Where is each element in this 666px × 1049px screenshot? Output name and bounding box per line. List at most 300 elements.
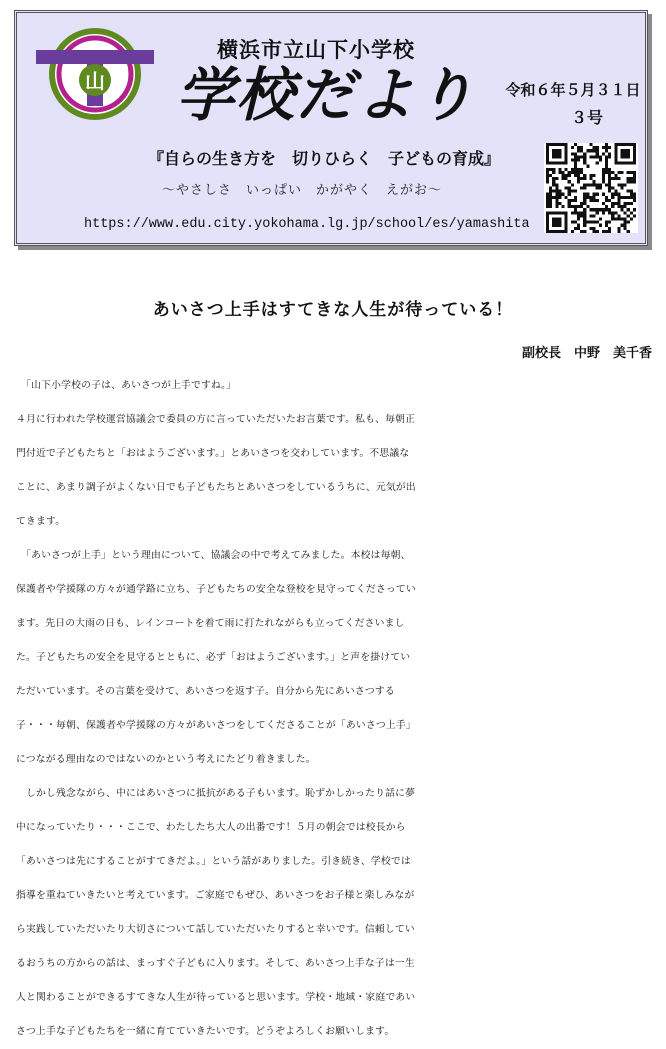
article-line: 人と関わることができるすてきな人生が待っていると思います。学校・地域・家庭であい	[16, 992, 416, 1003]
qr-module	[558, 196, 561, 199]
qr-module	[627, 221, 630, 224]
qr-module	[617, 193, 620, 196]
qr-module	[605, 155, 608, 158]
qr-module	[589, 177, 592, 180]
article-line: 「あいさつが上手」という理由について、協議会の中で考えてみました。本校は毎朝、	[16, 550, 411, 561]
article-line: ら実践していただいたり大切さについて話していただいたりすると幸いです。信頼してい	[16, 924, 415, 935]
qr-module	[565, 186, 568, 189]
qr-module	[602, 180, 605, 183]
qr-module	[571, 159, 574, 162]
qr-module	[574, 227, 577, 230]
article-line: るおうちの方からの話は、まっすぐ子どもに入ります。そして、あいさつ上手な子は一生	[16, 958, 415, 969]
qr-module	[596, 149, 599, 152]
qr-module	[596, 162, 599, 165]
qr-module	[568, 199, 571, 202]
qr-module	[549, 205, 552, 208]
qr-module	[593, 149, 596, 152]
qr-module	[630, 193, 633, 196]
qr-module	[630, 180, 633, 183]
qr-module	[605, 143, 608, 146]
qr-module	[583, 221, 586, 224]
qr-module	[574, 171, 577, 174]
qr-module	[580, 214, 583, 217]
qr-module	[580, 211, 583, 214]
qr-module	[599, 217, 602, 220]
qr-module	[555, 183, 558, 186]
article-title: あいさつ上手はすてきな人生が待っている！	[152, 300, 514, 320]
qr-module	[580, 171, 583, 174]
qr-module	[596, 199, 599, 202]
qr-module	[633, 196, 636, 199]
qr-module	[568, 180, 571, 183]
qr-module	[608, 146, 611, 149]
qr-module	[546, 171, 549, 174]
qr-module	[630, 171, 633, 174]
qr-module	[633, 193, 636, 196]
qr-module	[586, 205, 589, 208]
qr-module	[611, 171, 614, 174]
qr-module	[589, 199, 592, 202]
qr-module	[571, 199, 574, 202]
qr-module	[614, 174, 617, 177]
qr-module	[624, 183, 627, 186]
qr-module	[599, 186, 602, 189]
qr-module	[627, 214, 630, 217]
qr-module	[608, 211, 611, 214]
qr-module	[580, 186, 583, 189]
qr-module	[577, 211, 580, 214]
qr-module	[571, 230, 574, 233]
qr-module	[605, 159, 608, 162]
qr-module	[571, 171, 574, 174]
qr-module	[586, 183, 589, 186]
qr-module	[605, 165, 608, 168]
qr-module	[568, 171, 571, 174]
qr-module	[583, 199, 586, 202]
qr-module	[630, 211, 633, 214]
qr-module	[574, 205, 577, 208]
qr-module	[574, 208, 577, 211]
qr-module	[614, 202, 617, 205]
qr-module	[583, 214, 586, 217]
qr-module	[552, 177, 555, 180]
qr-module	[577, 217, 580, 220]
qr-module	[586, 221, 589, 224]
qr-module	[574, 211, 577, 214]
qr-module	[555, 186, 558, 189]
qr-module	[608, 199, 611, 202]
qr-module	[580, 155, 583, 158]
article-author: 副校長 中野 美千香	[521, 346, 652, 361]
qr-module	[562, 174, 565, 177]
qr-module	[577, 155, 580, 158]
qr-module	[586, 193, 589, 196]
qr-module	[574, 196, 577, 199]
qr-module	[574, 199, 577, 202]
qr-module	[624, 227, 627, 230]
school-website-url[interactable]: https://www.edu.city.yokohama.lg.jp/school/es/yamashita	[84, 217, 530, 232]
qr-module	[577, 149, 580, 152]
qr-module	[596, 193, 599, 196]
qr-module	[593, 180, 596, 183]
qr-module	[586, 165, 589, 168]
qr-module	[596, 208, 599, 211]
qr-module	[617, 217, 620, 220]
qr-module	[593, 214, 596, 217]
qr-module	[555, 199, 558, 202]
article-line: た。子どもたちの安全を見守るとともに、必ず「おはようございます。」と声を掛けてい	[16, 652, 411, 663]
qr-module	[608, 168, 611, 171]
qr-module	[602, 171, 605, 174]
qr-module	[583, 211, 586, 214]
qr-module	[571, 152, 574, 155]
qr-module	[611, 205, 614, 208]
qr-module	[589, 208, 592, 211]
qr-module	[546, 202, 549, 205]
qr-module	[546, 174, 549, 177]
qr-module	[589, 196, 592, 199]
qr-module	[583, 174, 586, 177]
qr-module	[571, 183, 574, 186]
qr-module	[571, 221, 574, 224]
qr-module	[549, 196, 552, 199]
qr-module	[593, 227, 596, 230]
qr-module	[611, 196, 614, 199]
qr-module	[602, 211, 605, 214]
qr-module	[633, 214, 636, 217]
qr-module	[617, 227, 620, 230]
qr-module	[620, 183, 623, 186]
qr-module	[555, 190, 558, 193]
qr-module	[599, 159, 602, 162]
qr-module	[596, 211, 599, 214]
article-line: 門付近で子どもたちと「おはようございます。」とあいさつを交わしています。不思議な	[16, 448, 410, 459]
qr-module	[562, 171, 565, 174]
qr-module	[605, 208, 608, 211]
article-line: さつ上手な子どもたちを一緒に育てていきたいです。どうぞよろしくお願いします。	[16, 1026, 395, 1037]
qr-module	[627, 230, 630, 233]
qr-module	[583, 152, 586, 155]
qr-module	[617, 196, 620, 199]
qr-module	[624, 224, 627, 227]
qr-module	[593, 183, 596, 186]
qr-module	[605, 196, 608, 199]
qr-module	[624, 217, 627, 220]
qr-module	[565, 168, 568, 171]
qr-module	[558, 168, 561, 171]
qr-module	[552, 168, 555, 171]
qr-module	[552, 196, 555, 199]
qr-module	[583, 224, 586, 227]
qr-module	[577, 214, 580, 217]
qr-module	[565, 196, 568, 199]
qr-module	[608, 190, 611, 193]
qr-module	[611, 217, 614, 220]
article-line: ４月に行われた学校運営協議会で委員の方に言っていただいたお言葉です。私も、毎朝正	[16, 414, 416, 425]
qr-module	[627, 202, 630, 205]
qr-module	[589, 155, 592, 158]
qr-module	[558, 193, 561, 196]
qr-module	[571, 168, 574, 171]
qr-module	[608, 152, 611, 155]
qr-module	[620, 205, 623, 208]
qr-module	[574, 152, 577, 155]
qr-module	[593, 221, 596, 224]
qr-module	[546, 196, 549, 199]
qr-module	[562, 205, 565, 208]
qr-module	[617, 183, 620, 186]
qr-module	[608, 221, 611, 224]
qr-module	[558, 190, 561, 193]
qr-module	[608, 227, 611, 230]
article-line: 保護者や学援隊の方々が通学路に立ち、子どもたちの安全な登校を見守ってくださってい	[16, 584, 416, 595]
qr-module	[549, 190, 552, 193]
qr-module	[577, 227, 580, 230]
school-motto: 『自らの生き方を 切りひらく 子どもの育成』	[147, 149, 500, 168]
qr-module	[574, 168, 577, 171]
qr-module	[593, 196, 596, 199]
article-line: 指導を重ねていきたいと考えています。ご家庭でもぜひ、あいさつをお子様と楽しみなが	[16, 890, 415, 901]
qr-module	[593, 230, 596, 233]
qr-module	[624, 221, 627, 224]
qr-module	[574, 155, 577, 158]
qr-module	[574, 159, 577, 162]
qr-module	[549, 186, 552, 189]
qr-module	[605, 171, 608, 174]
qr-module	[605, 183, 608, 186]
qr-module	[562, 177, 565, 180]
qr-module	[630, 196, 633, 199]
qr-module	[558, 202, 561, 205]
qr-module	[577, 171, 580, 174]
qr-module	[633, 199, 636, 202]
qr-module	[630, 177, 633, 180]
qr-module	[608, 180, 611, 183]
qr-module	[614, 217, 617, 220]
qr-module	[602, 174, 605, 177]
qr-module	[555, 202, 558, 205]
qr-module	[574, 162, 577, 165]
article-line: てきます。	[16, 516, 66, 527]
qr-module	[620, 171, 623, 174]
qr-module	[589, 143, 592, 146]
qr-code-icon[interactable]	[544, 143, 638, 233]
qr-module	[583, 196, 586, 199]
qr-module	[624, 211, 627, 214]
qr-module	[583, 208, 586, 211]
qr-module	[620, 196, 623, 199]
qr-module	[552, 180, 555, 183]
school-slogan: ～やさしさ いっぱい かがやく えがお～	[161, 183, 442, 198]
qr-module	[593, 199, 596, 202]
qr-module	[571, 190, 574, 193]
qr-module	[577, 174, 580, 177]
qr-module	[620, 208, 623, 211]
qr-module	[611, 193, 614, 196]
qr-module	[580, 177, 583, 180]
emblem-character: 山	[85, 69, 105, 93]
qr-module	[596, 155, 599, 158]
qr-module	[568, 202, 571, 205]
qr-module	[602, 168, 605, 171]
qr-module	[552, 183, 555, 186]
article-line: ます。先日の大雨の日も、レインコートを着て雨に打たれながらも立ってくださいまし	[16, 618, 405, 629]
qr-module	[617, 202, 620, 205]
qr-module	[555, 196, 558, 199]
qr-module	[605, 168, 608, 171]
qr-module	[630, 190, 633, 193]
qr-module	[602, 208, 605, 211]
qr-module	[583, 159, 586, 162]
qr-module	[589, 227, 592, 230]
qr-module	[574, 143, 577, 146]
qr-module	[617, 214, 620, 217]
qr-module	[627, 190, 630, 193]
qr-module	[589, 221, 592, 224]
qr-module	[583, 230, 586, 233]
qr-module	[586, 149, 589, 152]
qr-module	[605, 199, 608, 202]
issue-date: 令和６年５月３１日	[505, 81, 641, 99]
qr-module	[589, 214, 592, 217]
qr-module	[611, 186, 614, 189]
qr-module	[565, 177, 568, 180]
qr-module	[593, 174, 596, 177]
qr-module	[596, 183, 599, 186]
qr-module	[602, 193, 605, 196]
qr-module	[605, 224, 608, 227]
qr-module	[589, 183, 592, 186]
qr-module	[627, 196, 630, 199]
qr-module	[568, 186, 571, 189]
qr-module	[546, 205, 549, 208]
qr-module	[558, 171, 561, 174]
qr-module	[546, 193, 549, 196]
qr-module	[546, 177, 549, 180]
qr-module	[633, 177, 636, 180]
qr-module	[620, 224, 623, 227]
qr-module	[549, 174, 552, 177]
qr-module	[593, 193, 596, 196]
qr-module	[577, 180, 580, 183]
qr-module	[583, 193, 586, 196]
article-body	[16, 369, 654, 1049]
qr-module	[596, 221, 599, 224]
qr-module	[596, 146, 599, 149]
qr-module	[608, 155, 611, 158]
article-line: ことに、あまり調子がよくない日でも子どもたちとあいさつをしているうちに、元気が出	[16, 482, 416, 493]
qr-module	[583, 155, 586, 158]
qr-module	[593, 208, 596, 211]
qr-module	[611, 177, 614, 180]
qr-module	[605, 205, 608, 208]
qr-module	[571, 205, 574, 208]
qr-module	[568, 190, 571, 193]
qr-module	[599, 183, 602, 186]
qr-module	[568, 205, 571, 208]
qr-module	[577, 224, 580, 227]
qr-module	[599, 208, 602, 211]
qr-module	[605, 162, 608, 165]
qr-module	[549, 193, 552, 196]
qr-module	[589, 149, 592, 152]
qr-module	[565, 174, 568, 177]
qr-module	[614, 211, 617, 214]
qr-module	[620, 186, 623, 189]
qr-module	[583, 186, 586, 189]
school-emblem-icon	[34, 22, 156, 126]
qr-module	[627, 180, 630, 183]
qr-module	[608, 183, 611, 186]
qr-module	[611, 202, 614, 205]
qr-module	[602, 202, 605, 205]
qr-module	[574, 174, 577, 177]
qr-module	[552, 190, 555, 193]
qr-module	[630, 202, 633, 205]
qr-module	[555, 205, 558, 208]
qr-module	[617, 199, 620, 202]
qr-module	[599, 155, 602, 158]
article-line: しかし残念ながら、中にはあいさつに抵抗がある子もいます。恥ずかしかったり話に夢	[16, 788, 416, 799]
qr-module	[583, 177, 586, 180]
qr-module	[614, 177, 617, 180]
qr-module	[633, 174, 636, 177]
article-line: 「山下小学校の子は、あいさつが上手ですね。」	[16, 380, 237, 391]
qr-module	[602, 177, 605, 180]
issue-number: ３号	[570, 108, 603, 127]
qr-module	[633, 171, 636, 174]
qr-module	[555, 193, 558, 196]
qr-module	[577, 146, 580, 149]
qr-module	[577, 205, 580, 208]
qr-module	[608, 174, 611, 177]
qr-module	[608, 171, 611, 174]
qr-module	[633, 180, 636, 183]
qr-module	[605, 146, 608, 149]
qr-module	[593, 155, 596, 158]
qr-module	[574, 190, 577, 193]
qr-module	[596, 152, 599, 155]
qr-module	[577, 159, 580, 162]
qr-module	[624, 196, 627, 199]
qr-module	[633, 208, 636, 211]
qr-module	[577, 177, 580, 180]
qr-module	[546, 168, 549, 171]
qr-module	[617, 171, 620, 174]
qr-module	[596, 230, 599, 233]
qr-module	[549, 202, 552, 205]
qr-module	[574, 221, 577, 224]
qr-module	[546, 199, 549, 202]
qr-module	[546, 180, 549, 183]
article-line: 子・・・毎朝、保護者や学援隊の方々があいさつをしてくださることが「あいさつ上手」	[16, 720, 416, 731]
qr-module	[602, 230, 605, 233]
qr-module	[602, 146, 605, 149]
qr-module	[617, 205, 620, 208]
article-line: 「あいさつは先にすることがすてきだよ。」という話がありました。引き続き、学校では	[16, 856, 411, 867]
qr-module	[577, 168, 580, 171]
qr-module	[568, 193, 571, 196]
qr-module	[555, 177, 558, 180]
qr-module	[549, 168, 552, 171]
qr-module	[620, 217, 623, 220]
article-line: ただいています。その言葉を受けて、あいさつを返す子。自分から先にあいさつする	[16, 686, 395, 697]
qr-module	[580, 168, 583, 171]
qr-module	[568, 174, 571, 177]
qr-module	[583, 217, 586, 220]
qr-module	[599, 224, 602, 227]
qr-module	[605, 221, 608, 224]
